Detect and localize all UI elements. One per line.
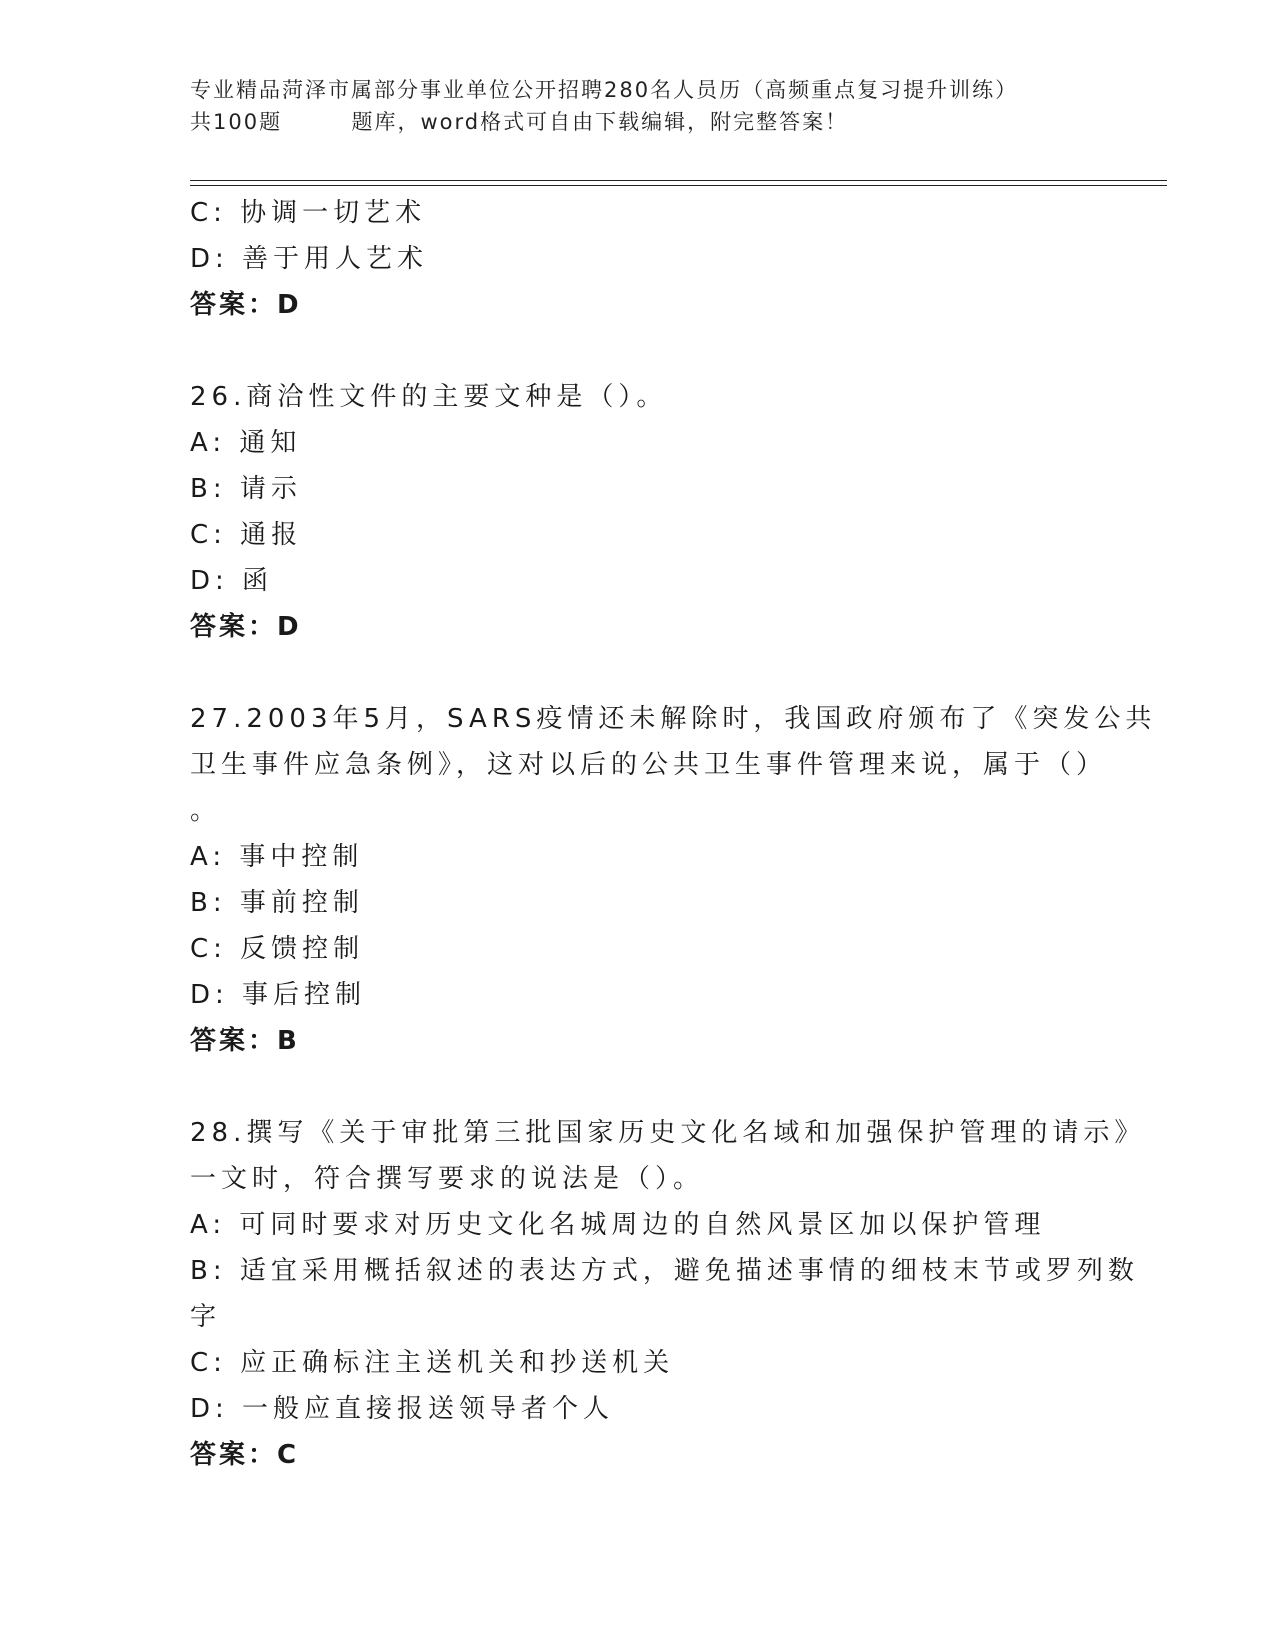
- answer-line: 答案：C: [190, 1440, 300, 1470]
- option-a: A: 可同时要求对历史文化名城周边的自然风景区加以保护管理: [190, 1210, 1046, 1240]
- question-25: [190, 190, 1090, 328]
- answer-line: 答案：D: [190, 612, 302, 642]
- question-stem: 26.商洽性文件的主要文种是（）。: [190, 382, 668, 412]
- option-d: D: 善于用人艺术: [190, 244, 429, 274]
- option-c: C: 应正确标注主送机关和抄送机关: [190, 1348, 675, 1378]
- header-title-line2: 共100题 题库，word格式可自由下载编辑，附完整答案！: [190, 110, 849, 134]
- header-divider-bottom: [190, 185, 1167, 186]
- header-divider-top: [190, 180, 1167, 181]
- question-26: [190, 374, 1090, 650]
- question-stem-line2: 卫生事件应急条例》，这对以后的公共卫生事件管理来说，属于（）: [190, 750, 1108, 780]
- option-c: C: 协调一切艺术: [190, 198, 427, 228]
- option-b-line1: B: 适宜采用概括叙述的表达方式，避免描述事情的细枝末节或罗列数: [190, 1256, 1139, 1286]
- option-c: C: 通报: [190, 520, 303, 550]
- option-d: D: 函: [190, 566, 274, 596]
- option-a: A: 事中控制: [190, 842, 364, 872]
- document-header: [190, 74, 1090, 138]
- question-27: [190, 696, 1157, 1064]
- option-c: C: 反馈控制: [190, 934, 365, 964]
- answer-line: 答案：D: [190, 290, 302, 320]
- spacer: [190, 650, 1090, 696]
- question-list: [190, 190, 1157, 1478]
- question-stem-line3: 。: [190, 796, 222, 826]
- question-stem-line1: 27.2003年5月，SARS疫情还未解除时，我国政府颁布了《突发公共: [190, 704, 1157, 734]
- question-stem-line2: 一文时，符合撰写要求的说法是（）。: [190, 1164, 705, 1194]
- option-d: D: 事后控制: [190, 980, 367, 1010]
- spacer: [190, 328, 1090, 374]
- option-d: D: 一般应直接报送领导者个人: [190, 1394, 615, 1424]
- question-stem-line1: 28.撰写《关于审批第三批国家历史文化名域和加强保护管理的请示》: [190, 1118, 1146, 1148]
- question-28: [190, 1110, 1146, 1478]
- option-b: B: 请示: [190, 474, 302, 504]
- header-title-line1: 专业精品菏泽市属部分事业单位公开招聘280名人员历（高频重点复习提升训练）: [190, 78, 1019, 102]
- answer-line: 答案：B: [190, 1026, 300, 1056]
- spacer: [190, 1064, 1090, 1110]
- option-a: A: 通知: [190, 428, 302, 458]
- option-b-line2: 字: [190, 1302, 222, 1332]
- option-b: B: 事前控制: [190, 888, 364, 918]
